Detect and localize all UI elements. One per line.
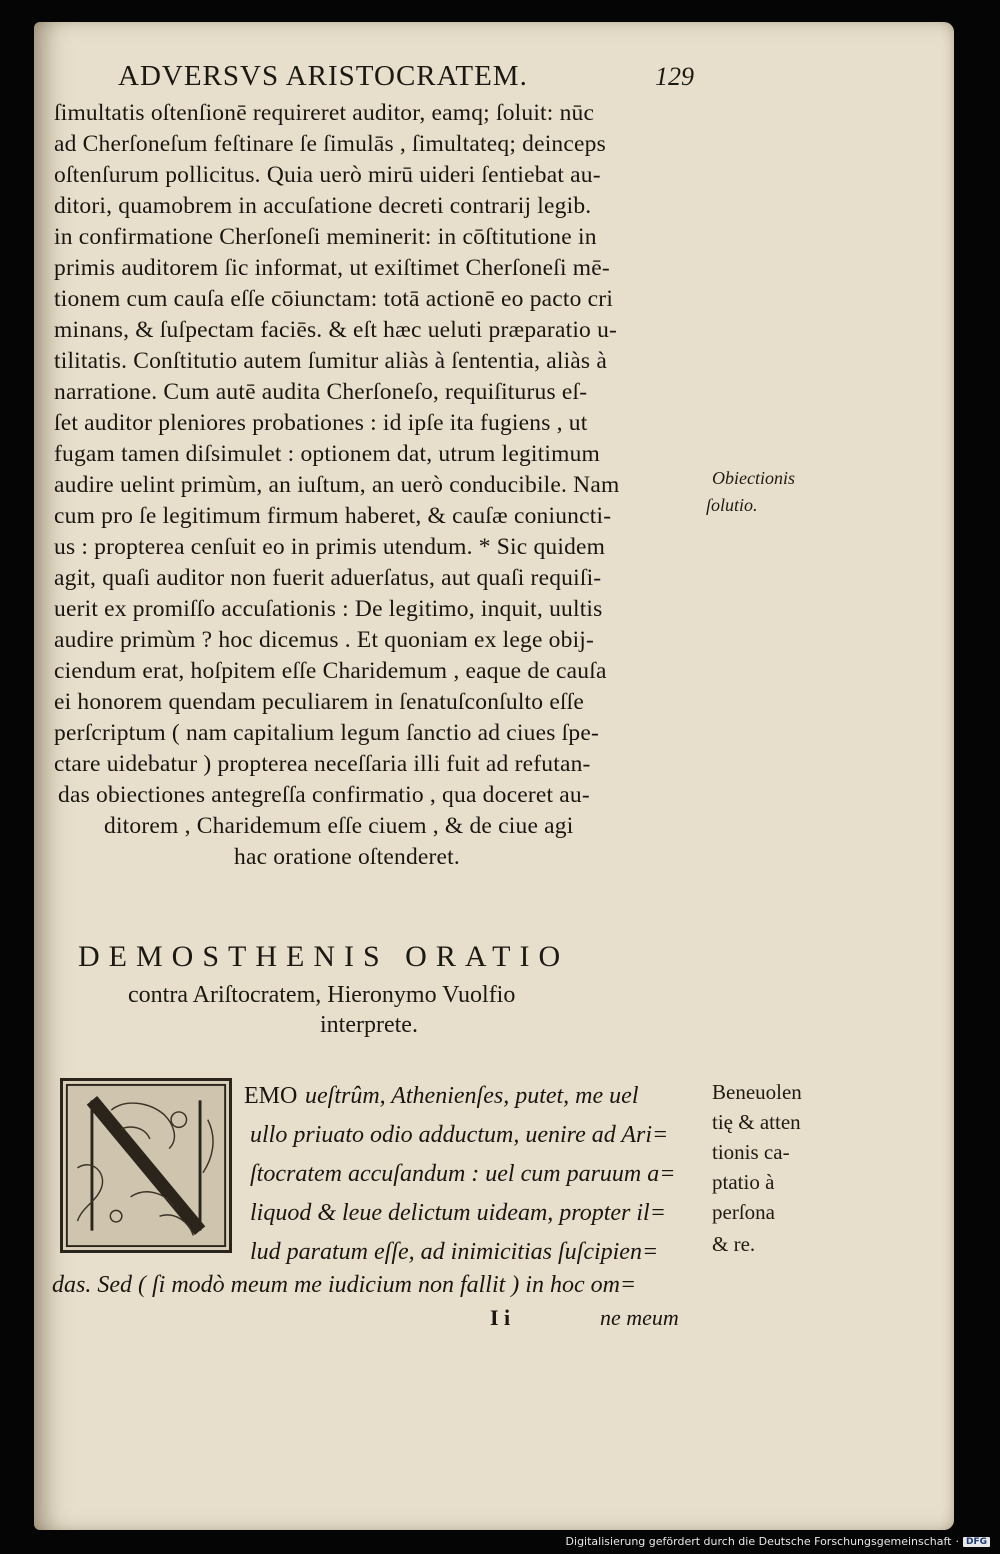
section-heading: DEMOSTHENIS ORATIO (78, 940, 570, 973)
margin-note-line: tię & atten (712, 1110, 801, 1134)
commentary-line: cum pro ſe legitimum firmum haberet, & cauſæ coniuncti- (54, 503, 612, 529)
commentary-line: agit, quaſi auditor non fuerit aduerſatus, aut quaſi requiſi- (54, 565, 602, 591)
margin-note-line: perſona (712, 1200, 775, 1224)
commentary-line: das obiectiones antegreſſa confirmatio , qua doceret au- (58, 782, 590, 808)
commentary-line: oſtenſurum pollicitus. Quia uerò mirū uideri ſentiebat au- (54, 162, 601, 188)
commentary-line: perſcriptum ( nam capitalium legum ſanctio ad ciues ſpe- (54, 720, 599, 746)
commentary-line: audire primùm ? hoc dicemus . Et quoniam ex lege obij- (54, 627, 595, 653)
dfg-logo: DFG (963, 1537, 990, 1547)
margin-note-line: Obiectionis (712, 468, 795, 488)
running-head: ADVERSVS ARISTOCRATEM. (118, 60, 528, 92)
oration-line: lud paratum eſſe, ad inimicitias ſuſcipien= (250, 1239, 659, 1265)
commentary-line: ſet auditor pleniores probationes : id ipſe ita fugiens , ut (54, 410, 588, 436)
commentary-line: primis auditorem ſic informat, ut exiſtimet Cherſoneſi mē- (54, 255, 610, 281)
commentary-line: us : propterea cenſuit eo in primis utendum. * Sic quidem (54, 534, 606, 560)
margin-note-line: Beneuolen (712, 1080, 802, 1104)
commentary-line: ditorem , Charidemum eſſe ciuem , & de ciue agi (104, 813, 574, 839)
oration-line: das. Sed ( ſi modò meum me iudicium non fallit ) in hoc om= (52, 1272, 637, 1298)
section-subheading: contra Ariſtocratem, Hieronymo Vuolfio (128, 982, 516, 1008)
oration-line: ullo priuato odio adductum, uenire ad Ari= (250, 1122, 669, 1148)
commentary-line: tionem cum cauſa eſſe cōiunctam: totā actionē eo pacto cri (54, 286, 614, 312)
commentary-line: minans, & ſuſpectam faciēs. & eſt hæc ueluti præparatio u- (54, 317, 618, 343)
commentary-line: audire uelint primùm, an iuſtum, an uerò conducibile. Nam (54, 472, 620, 498)
oration-line: liquod & leue delictum uideam, propter il= (250, 1200, 666, 1226)
margin-note-line: & re. (712, 1232, 756, 1256)
commentary-line: ſimultatis oſtenſionē requireret auditor, eamq; ſoluit: nūc (54, 100, 595, 126)
decorated-initial-n (60, 1078, 232, 1253)
oration-line: ueſtrûm, Athenienſes, putet, me uel (305, 1083, 639, 1109)
commentary-line: tilitatis. Conſtitutio autem ſumitur aliàs à ſententia, aliàs à (54, 348, 607, 374)
commentary-line: in confirmatione Cherſoneſi meminerit: in cōſtitutione in (54, 224, 597, 250)
margin-note-line: ſolutio. (706, 495, 758, 515)
margin-note-line: ptatio à (712, 1170, 775, 1194)
first-word: EMO (244, 1083, 298, 1109)
catchword: ne meum (600, 1305, 679, 1330)
oration-line: ſtocratem accuſandum : uel cum paruum a= (250, 1161, 676, 1187)
section-subheading: interprete. (320, 1012, 418, 1038)
commentary-line: ad Cherſoneſum feſtinare ſe ſimulās , ſimultateq; deinceps (54, 131, 606, 157)
page-number: 129 (655, 62, 694, 91)
commentary-line: hac oratione oſtenderet. (234, 844, 460, 870)
margin-note-line: tionis ca- (712, 1140, 790, 1164)
commentary-line: ciendum erat, hoſpitem eſſe Charidemum , eaque de cauſa (54, 658, 607, 684)
commentary-line: ctare uidebatur ) propterea neceſſaria illi fuit ad refutan- (54, 751, 591, 777)
commentary-line: uerit ex promiſſo accuſationis : De legitimo, inquit, uultis (54, 596, 603, 622)
commentary-line: ei honorem quendam peculiarem in ſenatuſconſulto eſſe (54, 689, 585, 715)
footer-text: Digitalisierung gefördert durch die Deutsche Forschungsgemeinschaft (565, 1535, 952, 1548)
footer-credit: Digitalisierung gefördert durch die Deutsche Forschungsgemeinschaft · DFG (566, 1535, 990, 1548)
commentary-line: fugam tamen diſsimulet : optionem dat, utrum legitimum (54, 441, 600, 467)
woodcut-initial-icon (63, 1081, 229, 1250)
commentary-line: narratione. Cum autē audita Cherſoneſo, requiſiturus eſ- (54, 379, 588, 405)
signature-mark: I i (490, 1305, 511, 1330)
commentary-line: ditori, quamobrem in accuſatione decreti contrarij legib. (54, 193, 592, 219)
